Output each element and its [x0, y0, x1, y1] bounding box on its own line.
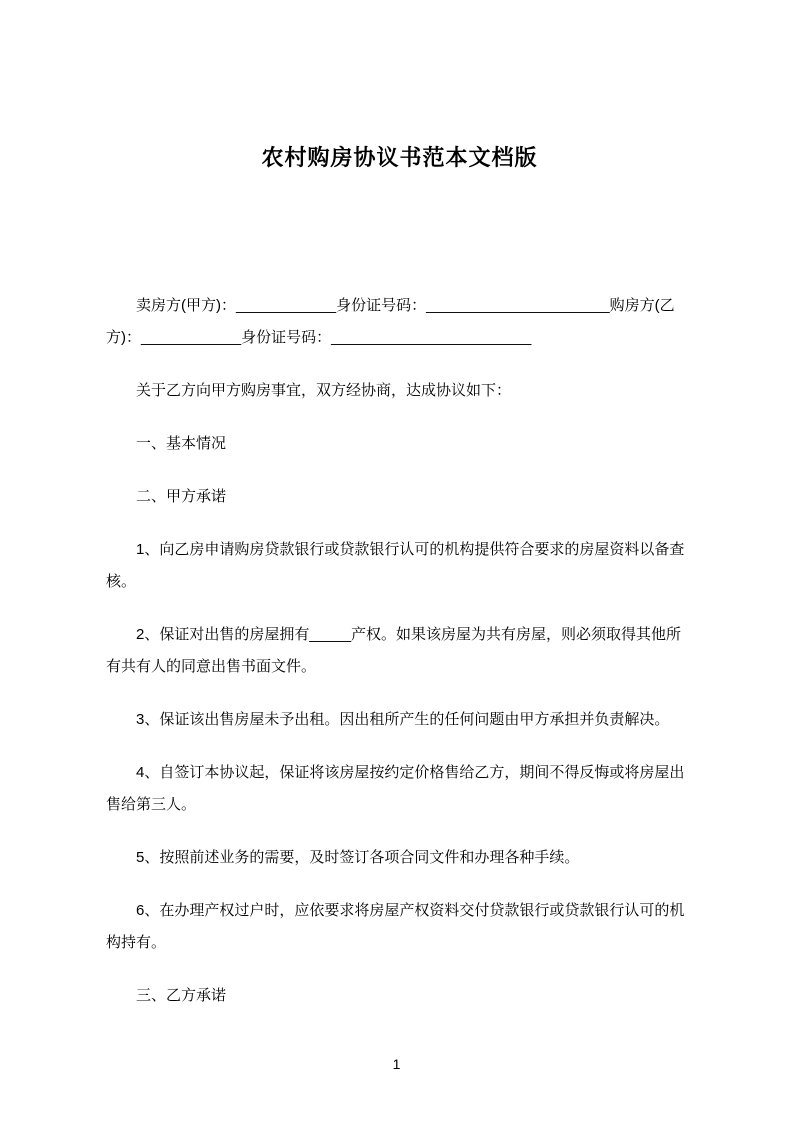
parties-signature-line: 卖房方(甲方)：____________身份证号码：______________________购房方(乙方)：____________身份证号码：________________________: [106, 297, 675, 346]
page-number: 1: [392, 1056, 401, 1072]
agreement-intro: 关于乙方向甲方购房事宜，双方经协商，达成协议如下：: [136, 382, 512, 399]
party-a-item-1: 1、向乙房申请购房贷款银行或贷款银行认可的机构提供符合要求的房屋资料以备查核。: [106, 541, 685, 590]
party-a-item-6: 6、在办理产权过户时，应依要求将房屋产权资料交付贷款银行或贷款银行认可的机构持有。: [106, 902, 685, 951]
document-title: 农村购房协议书范本文档版: [261, 145, 538, 170]
section-heading-party-a-promises: 二、甲方承诺: [136, 488, 227, 505]
party-a-item-5: 5、按照前述业务的需要，及时签订各项合同文件和办理各种手续。: [136, 849, 580, 866]
party-a-item-4: 4、自签订本协议起，保证将该房屋按约定价格售给乙方，期间不得反悔或将房屋出售给第三人。: [106, 764, 685, 813]
section-heading-basic-info: 一、基本情况: [136, 435, 227, 452]
party-a-item-2: 2、保证对出售的房屋拥有_____产权。如果该房屋为共有房屋，则必须取得其他所有共有人的同意出售书面文件。: [106, 626, 682, 675]
section-heading-party-b-promises: 三、乙方承诺: [136, 987, 227, 1004]
party-a-item-3: 3、保证该出售房屋未予出租。因出租所产生的任何问题由甲方承担并负责解决。: [136, 711, 670, 728]
